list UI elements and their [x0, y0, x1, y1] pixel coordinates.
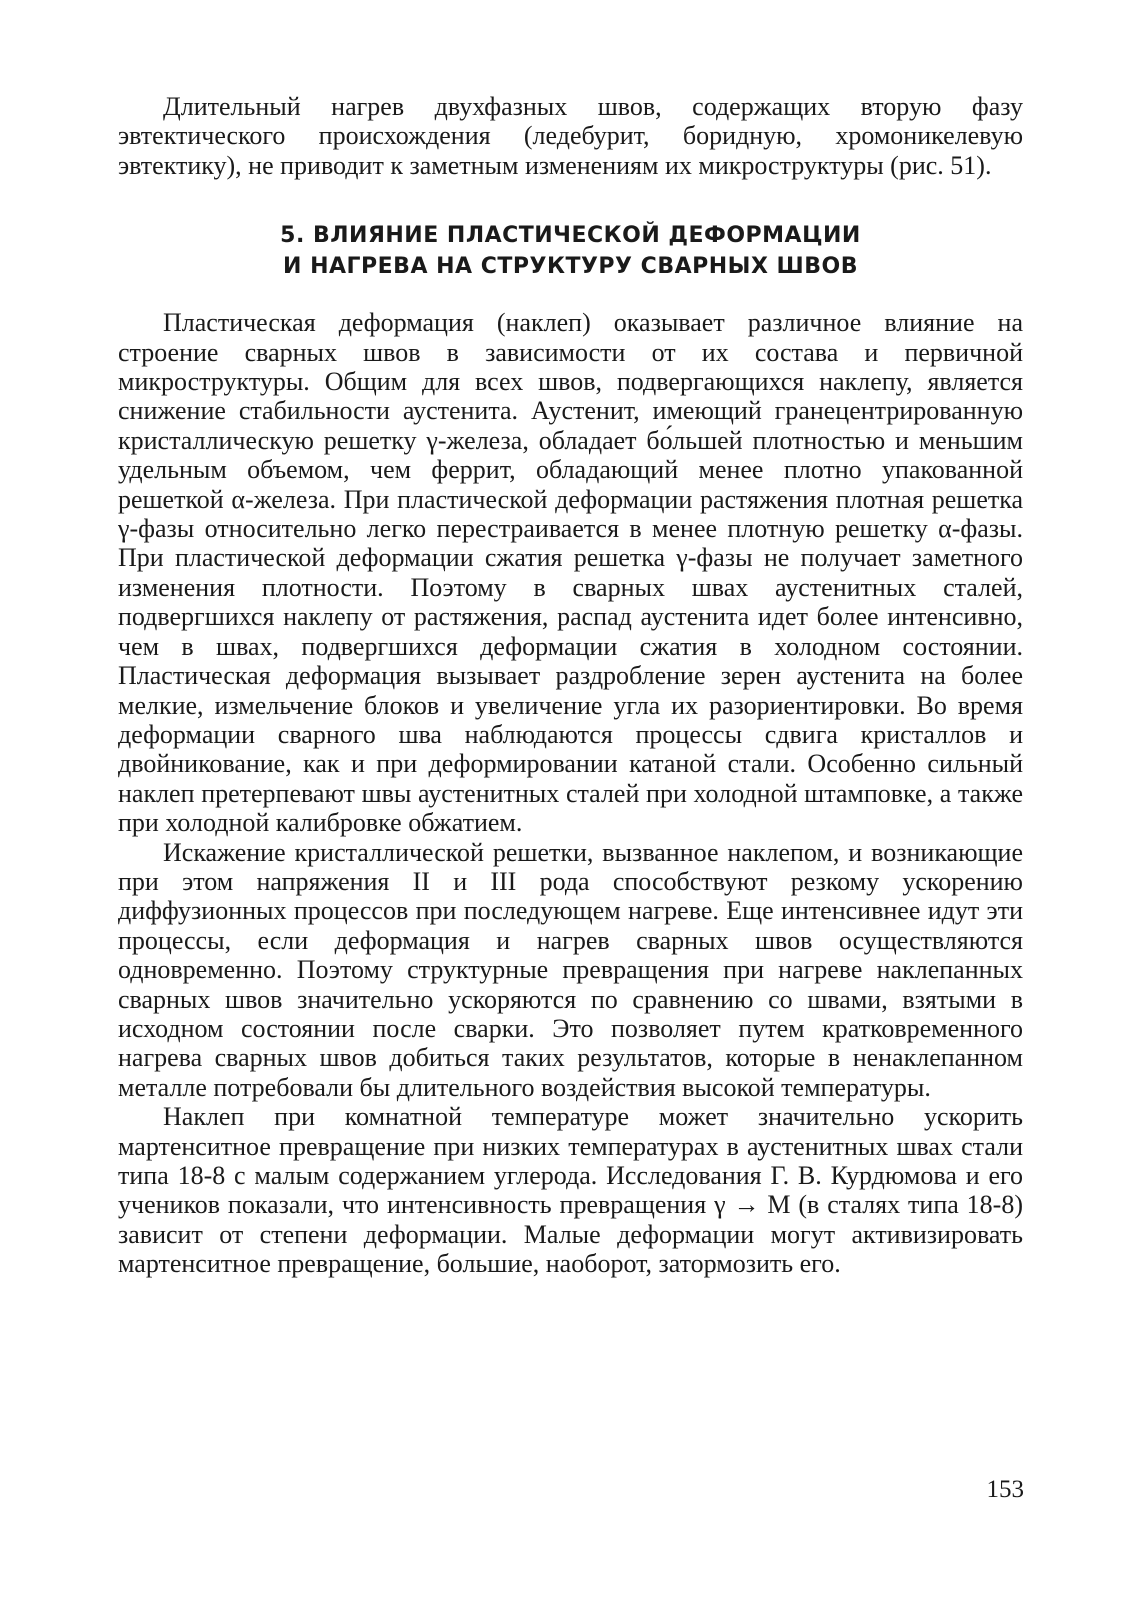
text-column — [118, 92, 1023, 1279]
paragraph-lattice-distortion: Искажение кристаллической решетки, вызванное наклепом, и возникающие при этом напряжения II и III рода способствуют резкому ускорению диффузионных процессов при последующем нагреве. Еще интенсивнее идут эти процессы, если деформация и нагрев сварных швов осуществляются одновременно. Поэтому структурные превращения при нагреве наклепанных сварных швов значительно ускоряются по сравнению со швами, взятыми в исходном состоянии после сварки. Это позволяет путем кратковременного нагрева сварных швов добиться таких результатов, которые в ненаклепанном металле потребовали бы длительного воздействия высокой температуры. — [118, 837, 1023, 1102]
page-number: 153 — [986, 1476, 1024, 1503]
intro-paragraph: Длительный нагрев двухфазных швов, содержащих вторую фазу эвтектического происхождения (ледебурит, боридную, хромоникелевую эвтектику), не приводит к заметным изменениям их микроструктуры (рис. 51). — [118, 92, 1023, 180]
paragraph-plastic-deformation: Пластическая деформация (наклеп) оказывает различное влияние на строение сварных швов в зависимости от их состава и первичной микроструктуры. Общим для всех швов, подвергающихся наклепу, является снижение стабильности аустенита. Аустенит, имеющий гранецентрированную кристаллическую решетку γ-железа, обладает бо́льшей плотностью и меньшим удельным объемом, чем феррит, обладающий менее плотно упакованной решеткой α-железа. При пластической деформации растяжения плотная решетка γ-фазы относительно легко перестраивается в менее плотную решетку α-фазы. При пластической деформации сжатия решетка γ-фазы не получает заметного изменения плотности. Поэтому в сварных швах аустенитных сталей, подвергшихся наклепу от растяжения, распад аустенита идет более интенсивно, чем в швах, подвергшихся деформации сжатия в холодном состоянии. Пластическая деформация вызывает раздробление зерен аустенита на более мелкие, измельчение блоков и увеличение угла их разориентировки. Во время деформации сварного шва наблюдаются процессы сдвига кристаллов и двойникование, как и при деформировании катаной стали. Особенно сильный наклеп претерпевают швы аустенитных сталей при холодной штамповке, а также при холодной калибровке обжатием. — [118, 308, 1023, 838]
section-heading-line-1: 5. ВЛИЯНИЕ ПЛАСТИЧЕСКОЙ ДЕФОРМАЦИИ — [280, 223, 861, 249]
paragraph-room-temperature-work-hardening: Наклеп при комнатной температуре может значительно ускорить мартенситное превращение при низких температурах в аустенитных швах стали типа 18-8 с малым содержанием углерода. Исследования Г. В. Курдюмова и его учеников показали, что интенсивность превращения γ → M (в сталях типа 18-8) зависит от степени деформации. Малые деформации могут активизировать мартенситное превращение, большие, наоборот, затормозить его. — [118, 1102, 1023, 1279]
section-heading-line-2: И НАГРЕВА НА СТРУКТУРУ СВАРНЫХ ШВОВ — [283, 254, 858, 280]
section-heading — [118, 220, 1023, 282]
